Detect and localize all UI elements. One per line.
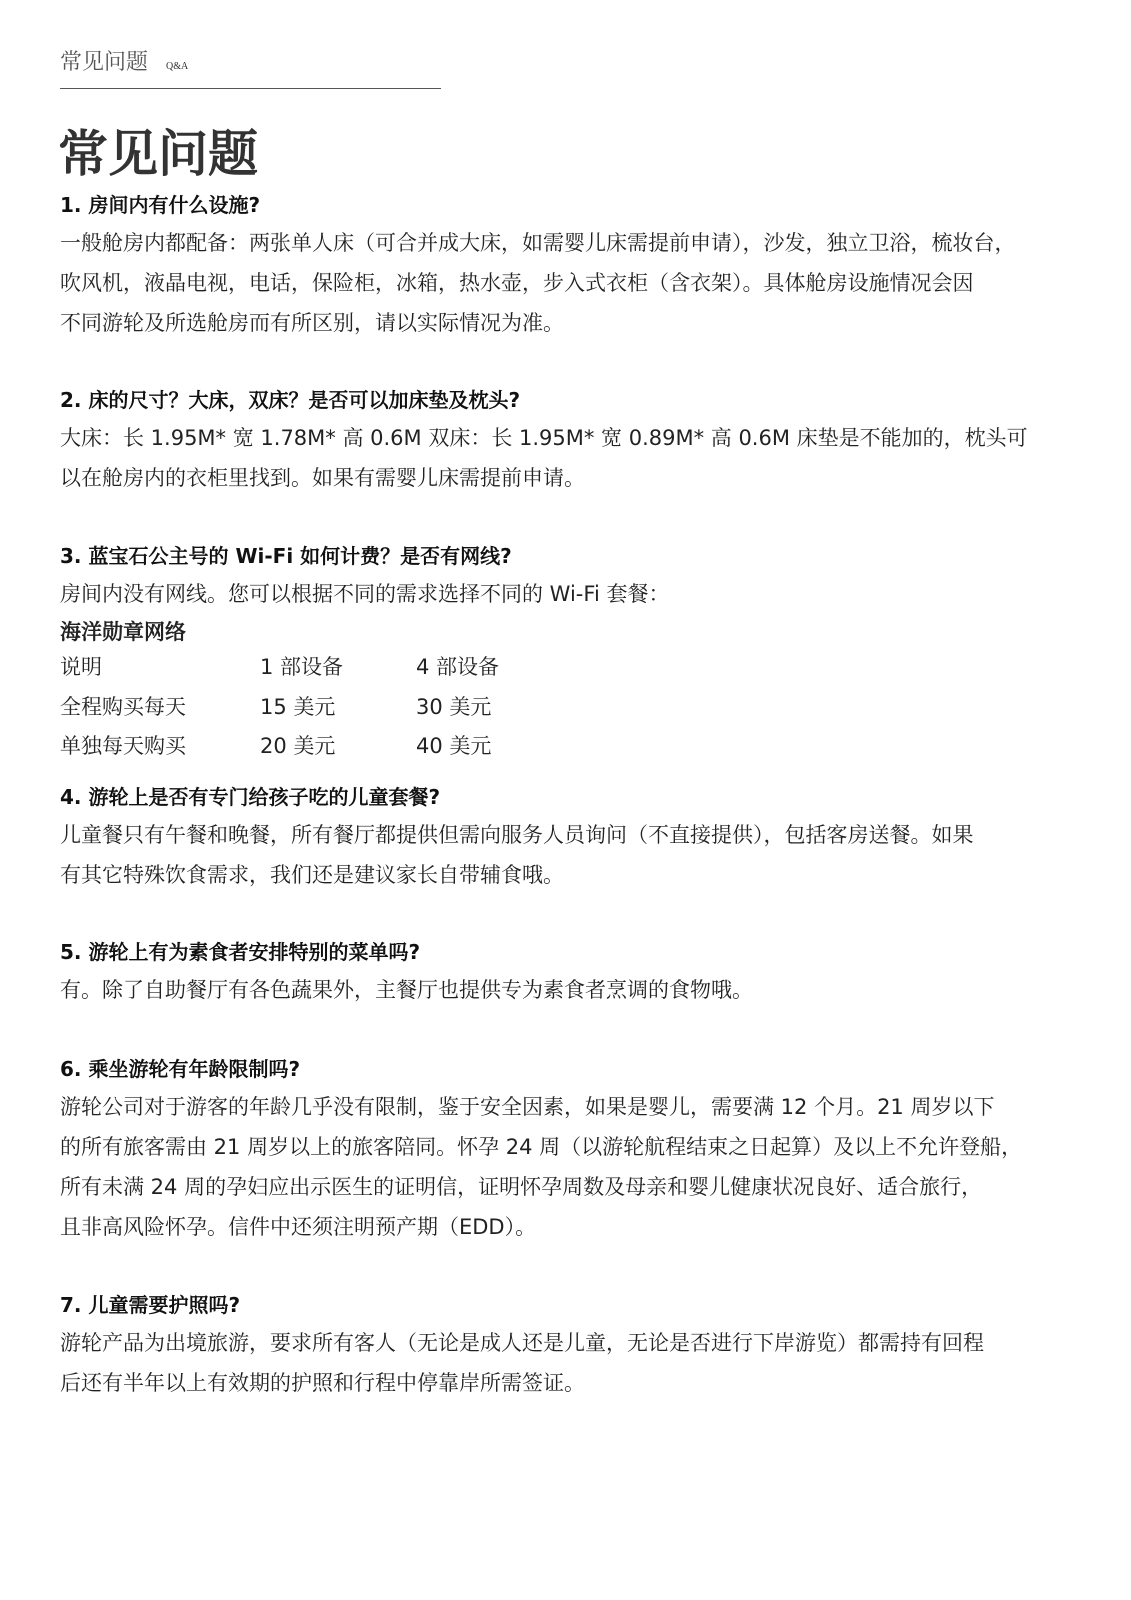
- table-cell: 4 部设备: [416, 655, 500, 679]
- wifi-table-title: 海洋勋章网络: [60, 620, 186, 644]
- q6-answer-line: 所有未满 24 周的孕妇应出示医生的证明信，证明怀孕周数及母亲和婴儿健康状况良好、适合旅行，: [60, 1175, 983, 1199]
- q3-intro: 房间内没有网线。您可以根据不同的需求选择不同的 Wi-Fi 套餐：: [60, 582, 670, 606]
- header-divider: [60, 88, 441, 89]
- q1-answer-line: 不同游轮及所选舱房而有所区别，请以实际情况为准。: [60, 311, 564, 335]
- q6-answer-line: 游轮公司对于游客的年龄几乎没有限制，鉴于安全因素，如果是婴儿，需要满 12 个月。21 周岁以下: [60, 1095, 995, 1119]
- q3-question: 3. 蓝宝石公主号的 Wi-Fi 如何计费？是否有网线?: [60, 544, 512, 568]
- running-header: [60, 48, 188, 82]
- table-cell: 20 美元: [260, 734, 336, 758]
- table-cell: 40 美元: [416, 734, 492, 758]
- q7-answer-line: 游轮产品为出境旅游，要求所有客人（无论是成人还是儿童，无论是否进行下岸游览）都需持有回程: [60, 1331, 984, 1355]
- q7-answer-line: 后还有半年以上有效期的护照和行程中停靠岸所需签证。: [60, 1371, 585, 1395]
- q6-question: 6. 乘坐游轮有年龄限制吗?: [60, 1057, 301, 1081]
- q1-question: 1. 房间内有什么设施?: [60, 193, 261, 217]
- q2-question: 2. 床的尺寸？大床，双床？是否可以加床垫及枕头?: [60, 388, 521, 412]
- header-sub: Q&A: [166, 61, 189, 72]
- q5-question: 5. 游轮上有为素食者安排特别的菜单吗?: [60, 940, 421, 964]
- q7-question: 7. 儿童需要护照吗?: [60, 1293, 241, 1317]
- q4-answer-line: 儿童餐只有午餐和晚餐，所有餐厅都提供但需向服务人员询问（不直接提供），包括客房送餐。如果: [60, 823, 974, 847]
- q1-answer-line: 吹风机，液晶电视，电话，保险柜，冰箱，热水壶，步入式衣柜（含衣架）。具体舱房设施情况会因: [60, 271, 974, 295]
- table-cell: 15 美元: [260, 695, 336, 719]
- q2-answer-line: 大床：长 1.95M* 宽 1.78M* 高 0.6M 双床：长 1.95M* 宽 0.89M* 高 0.6M 床垫是不能加的，枕头可: [60, 426, 1028, 450]
- page-title: 常见问题: [58, 125, 258, 183]
- table-cell: 1 部设备: [260, 655, 344, 679]
- q4-answer-line: 有其它特殊饮食需求，我们还是建议家长自带辅食哦。: [60, 863, 564, 887]
- q4-question: 4. 游轮上是否有专门给孩子吃的儿童套餐?: [60, 785, 441, 809]
- q1-answer-line: 一般舱房内都配备：两张单人床（可合并成大床，如需婴儿床需提前申请），沙发，独立卫浴，梳妆台，: [60, 231, 1016, 255]
- q2-answer-line: 以在舱房内的衣柜里找到。如果有需婴儿床需提前申请。: [60, 466, 585, 490]
- table-cell: 单独每天购买: [60, 734, 186, 758]
- table-cell: 说明: [60, 655, 102, 679]
- q6-answer-line: 且非高风险怀孕。信件中还须注明预产期（EDD）。: [60, 1215, 537, 1239]
- header-label: 常见问题: [60, 50, 149, 75]
- q6-answer-line: 的所有旅客需由 21 周岁以上的旅客陪同。怀孕 24 周（以游轮航程结束之日起算）及以上不允许登船，: [60, 1135, 1023, 1159]
- q5-answer-line: 有。除了自助餐厅有各色蔬果外，主餐厅也提供专为素食者烹调的食物哦。: [60, 978, 753, 1002]
- table-cell: 全程购买每天: [60, 695, 186, 719]
- table-cell: 30 美元: [416, 695, 492, 719]
